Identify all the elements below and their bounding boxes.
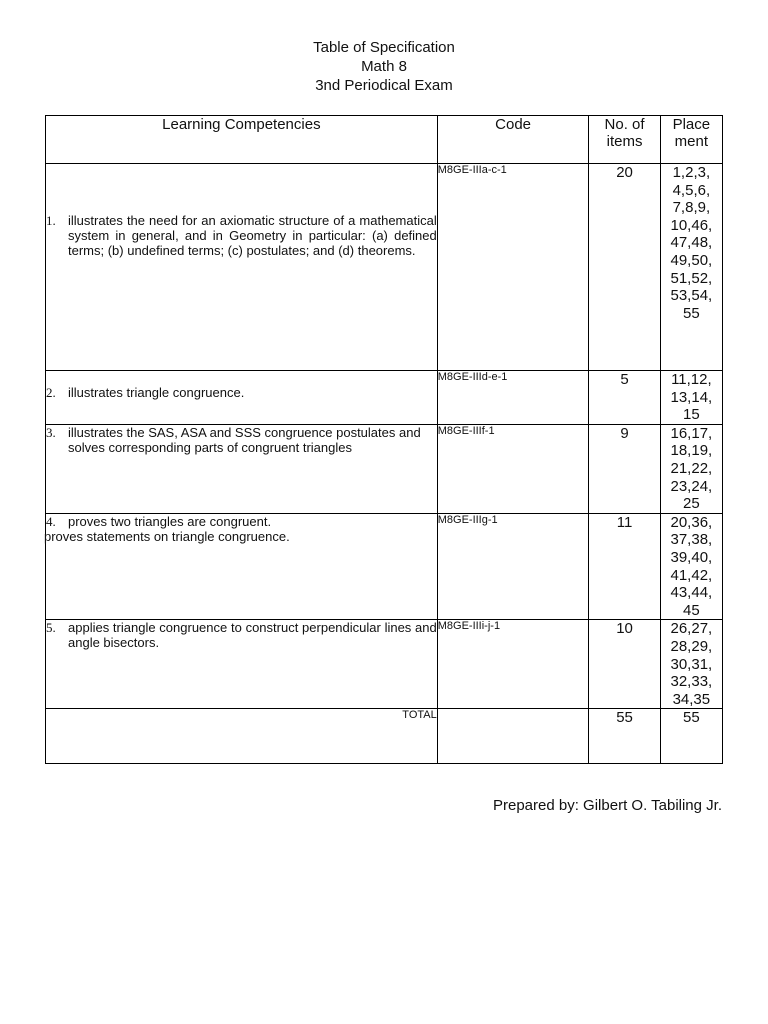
- items-cell: 11: [589, 513, 660, 620]
- specification-table: [45, 115, 723, 764]
- placement-line: 10,46,: [670, 216, 713, 234]
- placement-line: 41,42,: [670, 566, 713, 584]
- placement-line: 13,14,: [670, 388, 713, 406]
- competency-text: illustrates triangle congruence.: [68, 385, 245, 400]
- column-header-code: Code: [437, 116, 589, 164]
- code-cell: M8GE-IIIf-1: [437, 424, 589, 513]
- document-subject: Math 8: [361, 58, 407, 75]
- competency-cell: [46, 620, 438, 709]
- placement-line: 15: [683, 406, 700, 424]
- total-items: 55: [589, 709, 660, 764]
- competency-number: 3.: [46, 424, 56, 440]
- competency-text: illustrates the need for an axiomatic structure of a mathematical system in general, and in Geometry in particular: (a) defined terms; (b) undefined terms; (c) postulates; and (d) theorems.: [68, 213, 437, 258]
- placement-line: 47,48,: [670, 234, 713, 252]
- placement-line: 34,35: [672, 690, 711, 708]
- placement-cell: [660, 620, 722, 709]
- column-header-placement: Place ment: [660, 116, 722, 164]
- table-row: [46, 620, 723, 709]
- document-title: Table of Specification: [313, 39, 455, 56]
- placement-line: 39,40,: [670, 548, 713, 566]
- items-cell: 10: [589, 620, 660, 709]
- code-cell: M8GE-IIId-e-1: [437, 371, 589, 425]
- total-row: [46, 709, 723, 764]
- items-cell: 5: [589, 371, 660, 425]
- table-row: [46, 371, 723, 425]
- table-header-row: [46, 116, 723, 164]
- placement-line: 37,38,: [670, 531, 713, 549]
- competency-number: 1.: [46, 213, 56, 228]
- code-cell: M8GE-IIIg-1: [437, 513, 589, 620]
- prepared-by: Prepared by: Gilbert O. Tabiling Jr.: [493, 797, 722, 814]
- placement-line: 25: [683, 495, 700, 513]
- code-cell: M8GE-IIIa-c-1: [437, 164, 589, 371]
- placement-line: 20,36,: [670, 513, 713, 531]
- competency-number: 4.: [46, 513, 56, 529]
- competency-number: 2.: [46, 385, 56, 400]
- placement-line: 49,50,: [670, 251, 713, 269]
- placement-cell: [660, 164, 722, 371]
- total-code-cell: [437, 709, 589, 764]
- document-exam: 3nd Periodical Exam: [315, 77, 453, 94]
- placement-line: 18,19,: [670, 442, 713, 460]
- document-title-block: [0, 38, 768, 95]
- competency-cell: [46, 164, 438, 371]
- competency-text: illustrates the SAS, ASA and SSS congruence postulates and solves corresponding parts of congruent triangles: [68, 424, 421, 455]
- placement-line: 55: [683, 304, 700, 322]
- items-cell: 9: [589, 424, 660, 513]
- placement-cell: [660, 424, 722, 513]
- placement-cell: [660, 513, 722, 620]
- total-placement: 55: [660, 709, 722, 764]
- placement-line: 7,8,9,: [672, 199, 711, 217]
- placement-line: 45: [683, 601, 700, 619]
- placement-line: 32,33,: [670, 673, 713, 691]
- placement-line: 1,2,3,: [672, 164, 711, 181]
- placement-line: 30,31,: [670, 655, 713, 673]
- table-row: [46, 164, 723, 371]
- competency-number: 5.: [46, 620, 56, 636]
- competency-cell: [46, 513, 438, 620]
- table-row: [46, 424, 723, 513]
- placement-line: 53,54,: [670, 287, 713, 305]
- placement-line: 23,24,: [670, 477, 713, 495]
- competency-extra-text: proves statements on triangle congruence.: [44, 528, 290, 544]
- competency-text: applies triangle congruence to construct perpendicular lines and angle bisectors.: [68, 620, 437, 651]
- placement-line: 11,12,: [671, 371, 712, 388]
- competency-cell: [46, 371, 438, 425]
- competency-text: proves two triangles are congruent.: [68, 513, 272, 529]
- competency-cell: [46, 424, 438, 513]
- column-header-competencies: Learning Competencies: [46, 116, 438, 164]
- placement-line: 51,52,: [670, 269, 713, 287]
- table-row: [46, 513, 723, 620]
- items-cell: 20: [589, 164, 660, 371]
- column-header-items: No. of items: [589, 116, 660, 164]
- placement-line: 28,29,: [670, 637, 713, 655]
- placement-line: 21,22,: [670, 459, 713, 477]
- placement-cell: [660, 371, 722, 425]
- placement-line: 43,44,: [670, 584, 713, 602]
- placement-line: 16,17,: [670, 424, 713, 442]
- placement-line: 26,27,: [670, 620, 713, 638]
- placement-line: 4,5,6,: [672, 181, 711, 199]
- code-cell: M8GE-IIIi-j-1: [437, 620, 589, 709]
- total-label: TOTAL: [46, 709, 438, 764]
